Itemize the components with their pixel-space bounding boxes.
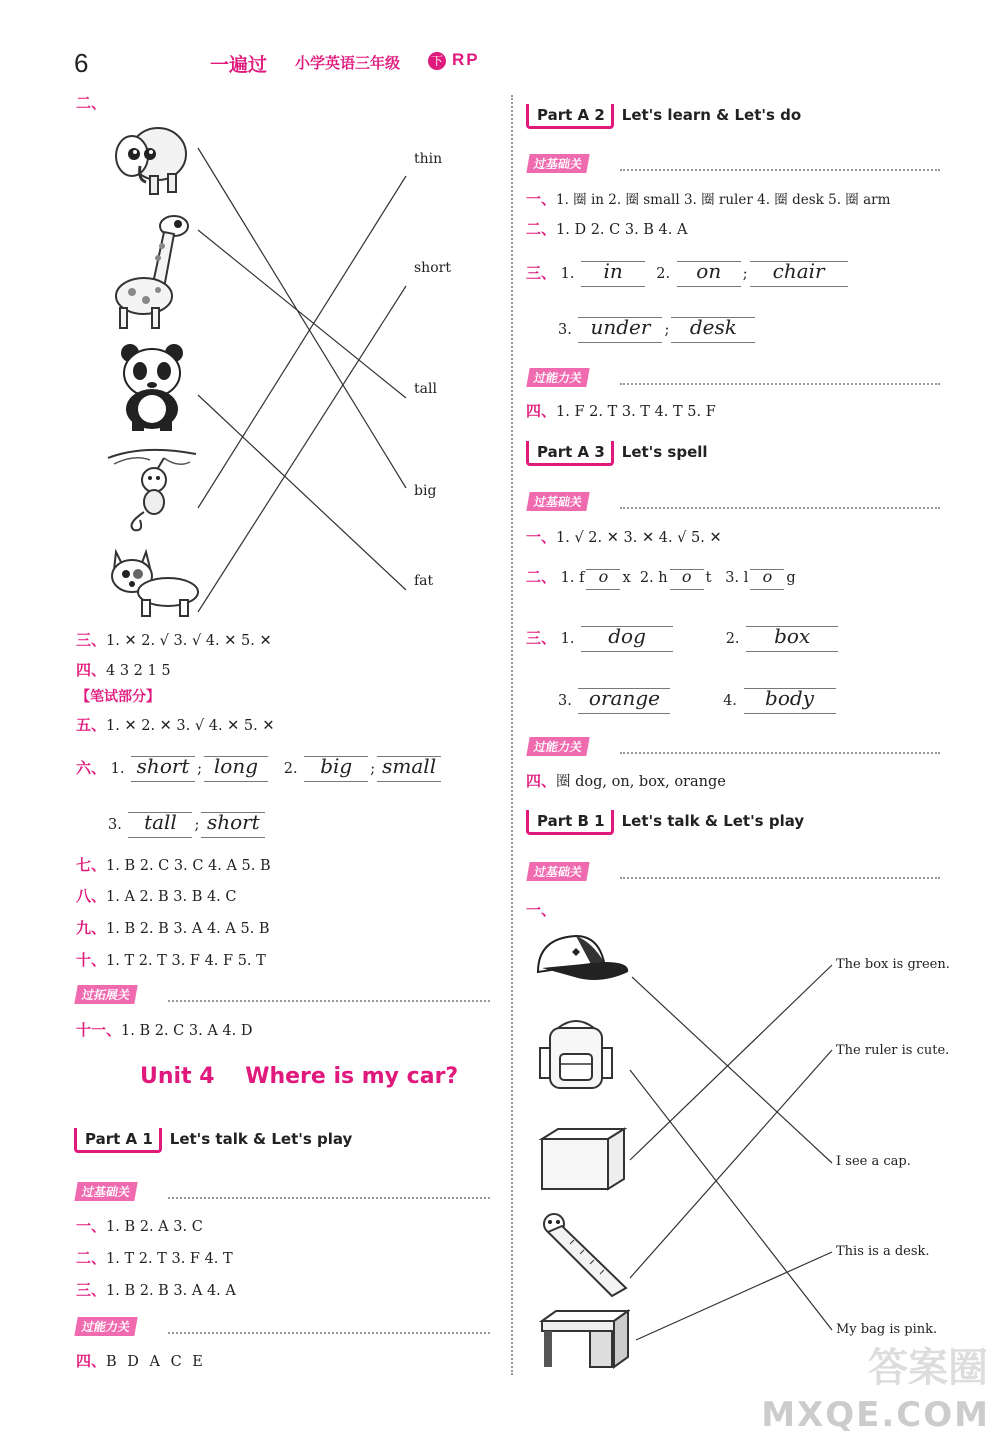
- q-label: 六、: [76, 759, 107, 777]
- part-tag: Part A 1: [74, 1128, 162, 1153]
- part-tag: Part A 3: [526, 441, 614, 466]
- handwritten-answer: tall: [128, 810, 192, 834]
- item-prefix: 3. l: [725, 570, 749, 586]
- part-title: Let's spell: [621, 443, 708, 461]
- match-word: tall: [414, 381, 437, 397]
- q-label: 一、: [76, 1217, 107, 1235]
- handwritten-answer: desk: [671, 315, 755, 339]
- q-label: 七、: [76, 856, 107, 874]
- answer-text: 1. F 2. T 3. T 4. T 5. F: [556, 404, 716, 420]
- answer-text: 1. B 2. A 3. C: [106, 1219, 203, 1235]
- answer-text: 圈 dog, on, box, orange: [556, 774, 726, 790]
- handwritten-answer: small: [377, 754, 441, 778]
- part-title: Let's learn & Let's do: [621, 106, 802, 124]
- q-label: 三、: [76, 631, 107, 649]
- q-label: 一、: [526, 528, 557, 546]
- separator: ;: [197, 761, 202, 777]
- header-title: 小学英语三年级: [295, 54, 401, 72]
- answer-text: 1. T 2. T 3. F 4. T: [106, 1251, 233, 1267]
- item-number: 1.: [110, 761, 125, 777]
- item-suffix: g: [786, 570, 796, 586]
- section-tag: 过能力关: [528, 367, 588, 387]
- item-number: 1.: [560, 266, 575, 282]
- answer-text: 1. B 2. C 3. A 4. D: [121, 1023, 253, 1039]
- answer-text: 1. B 2. B 3. A 4. A 5. B: [106, 921, 270, 937]
- handwritten-answer: long: [204, 754, 268, 778]
- written-part-heading: 【笔试部分】: [76, 689, 160, 705]
- q-label: 二、: [526, 568, 557, 586]
- match-word: thin: [414, 151, 443, 167]
- answer-text: 1. T 2. T 3. F 4. F 5. T: [106, 953, 266, 969]
- handwritten-answer: o: [750, 567, 784, 586]
- match-sentence: The box is green.: [836, 957, 950, 972]
- q-label: 三、: [526, 264, 557, 282]
- q-label: 九、: [76, 919, 107, 937]
- separator: ;: [742, 266, 748, 282]
- answer-text: 4 3 2 1 5: [106, 663, 171, 679]
- q-label: 二、: [526, 220, 557, 238]
- separator: ;: [664, 322, 670, 338]
- answer-text: 1. B 2. B 3. A 4. A: [106, 1283, 236, 1299]
- q-label: 四、: [76, 1352, 107, 1370]
- edition-label: RP: [452, 50, 480, 69]
- item-number: 3.: [558, 693, 572, 709]
- handwritten-answer: orange: [578, 686, 670, 710]
- q-label: 一、: [526, 901, 557, 919]
- handwritten-answer: big: [304, 754, 368, 778]
- q-label: 十、: [76, 951, 107, 969]
- grade-badge: 下: [428, 52, 446, 70]
- handwritten-answer: box: [746, 624, 838, 648]
- section-tag: 过基础关: [76, 1181, 136, 1201]
- handwritten-answer: body: [744, 686, 836, 710]
- separator: ;: [370, 761, 376, 777]
- item-number: 2.: [283, 761, 298, 777]
- section-tag: 过基础关: [528, 491, 588, 511]
- match-word: fat: [414, 573, 434, 589]
- answer-text: 1. A 2. B 3. B 4. C: [106, 889, 237, 905]
- answer-text: B D A C E: [106, 1354, 203, 1370]
- part-tag: Part A 2: [526, 104, 614, 129]
- handwritten-answer: on: [677, 259, 741, 283]
- answer-text: 1. √ 2. ✕ 3. ✕ 4. √ 5. ✕: [556, 530, 722, 546]
- part-title: Let's talk & Let's play: [169, 1130, 353, 1148]
- section-tag: 过拓展关: [76, 984, 136, 1004]
- part-title: Let's talk & Let's play: [621, 812, 805, 830]
- item-number: 2.: [656, 266, 671, 282]
- q-label: 二、: [76, 1249, 107, 1267]
- match-sentence: I see a cap.: [836, 1154, 911, 1169]
- section-tag: 过能力关: [528, 736, 588, 756]
- q-label: 十一、: [76, 1021, 122, 1039]
- answer-text: 1. B 2. C 3. C 4. A 5. B: [106, 858, 271, 874]
- page-number: 6: [74, 48, 89, 78]
- handwritten-answer: chair: [750, 259, 848, 283]
- handwritten-answer: o: [586, 567, 620, 586]
- handwritten-answer: under: [578, 315, 662, 339]
- answer-text: 1. D 2. C 3. B 4. A: [556, 222, 688, 238]
- q-label: 五、: [76, 716, 107, 734]
- match-sentence: This is a desk.: [836, 1244, 930, 1259]
- item-number: 1.: [560, 631, 575, 647]
- item-number: 2.: [725, 631, 740, 647]
- q-label: 三、: [76, 1281, 107, 1299]
- q-label: 四、: [76, 661, 107, 679]
- handwritten-answer: dog: [581, 624, 673, 648]
- separator: ;: [194, 817, 200, 833]
- brand-logo: 一遍过: [210, 54, 268, 76]
- q-label: 四、: [526, 402, 557, 420]
- unit-title: Unit 4 Where is my car?: [140, 1064, 459, 1089]
- match-sentence: My bag is pink.: [836, 1322, 938, 1337]
- q-label: 三、: [526, 629, 557, 647]
- answer-text: 1. 圈 in 2. 圈 small 3. 圈 ruler 4. 圈 desk 5. 圈 arm: [556, 192, 891, 208]
- watermark: MXQE.COM: [761, 1395, 990, 1435]
- match-word: short: [414, 260, 451, 276]
- handwritten-answer: o: [670, 567, 704, 586]
- item-number: 4.: [723, 693, 737, 709]
- item-prefix: 1. f: [560, 570, 585, 586]
- handwritten-answer: short: [131, 754, 195, 778]
- item-number: 3.: [558, 322, 572, 338]
- item-suffix: t: [705, 570, 712, 586]
- match-sentence: The ruler is cute.: [836, 1043, 950, 1058]
- handwritten-answer: in: [581, 259, 645, 283]
- q-label: 四、: [526, 772, 557, 790]
- answer-text: 1. ✕ 2. √ 3. √ 4. ✕ 5. ✕: [106, 633, 272, 649]
- section-tag: 过基础关: [528, 861, 588, 881]
- section-tag: 过能力关: [76, 1316, 136, 1336]
- item-suffix: x: [622, 570, 631, 586]
- watermark-logo: 答案圈: [868, 1345, 988, 1391]
- handwritten-answer: short: [201, 810, 265, 834]
- q-label: 一、: [526, 190, 557, 208]
- item-number: 3.: [108, 817, 122, 833]
- answer-text: 1. ✕ 2. ✕ 3. √ 4. ✕ 5. ✕: [106, 718, 275, 734]
- q2-label: 二、: [76, 94, 107, 112]
- match-word: big: [414, 483, 437, 499]
- part-tag: Part B 1: [526, 810, 614, 835]
- q-label: 八、: [76, 887, 107, 905]
- section-tag: 过基础关: [528, 153, 588, 173]
- item-prefix: 2. h: [639, 570, 668, 586]
